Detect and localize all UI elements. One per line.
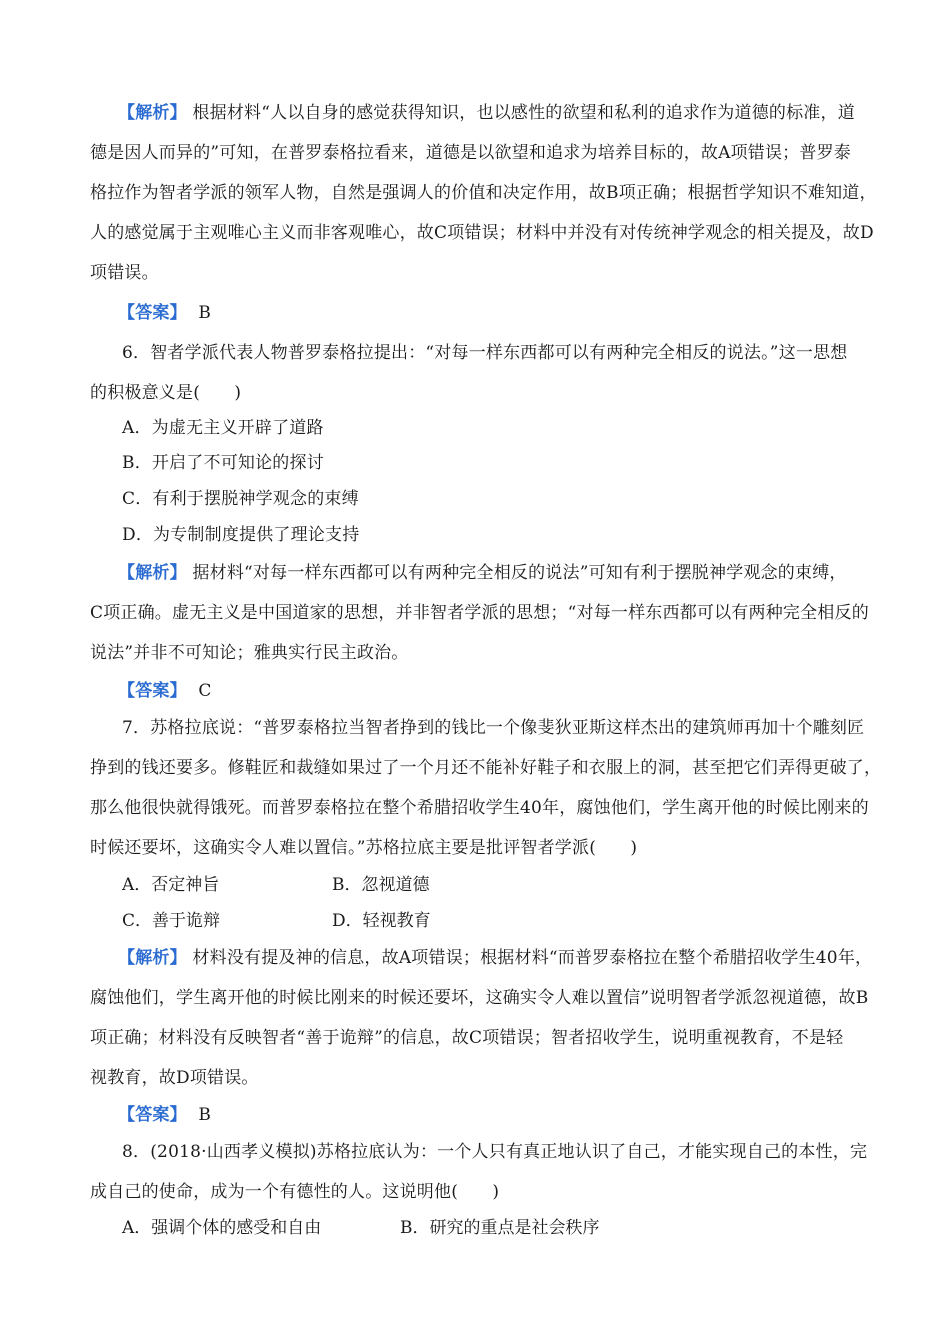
q7-option-d: D．轻视教育 <box>332 911 431 931</box>
q7-option-c: C．善于诡辩 <box>122 911 221 931</box>
q6-option-c: C．有利于摆脱神学观念的束缚 <box>122 489 359 509</box>
q8-option-a: A．强调个体的感受和自由 <box>122 1218 322 1238</box>
q7-analysis-line-4: 视教育，故D项错误。 <box>90 1068 259 1088</box>
answer-tag: 【答案】 <box>118 1105 187 1125</box>
q6-analysis-line-2: C项正确。虚无主义是中国道家的思想，并非智者学派的思想；“对每一样东西都可以有两种完全相反的 <box>90 603 869 623</box>
q7-stem-line-1: 7．苏格拉底说：“普罗泰格拉当智者挣到的钱比一个像斐狄亚斯这样杰出的建筑师再加十个雕刻匠 <box>122 718 865 738</box>
analysis-tag: 【解析】 <box>118 103 187 123</box>
q8-option-b: B．研究的重点是社会秩序 <box>400 1218 600 1238</box>
q5-answer <box>118 303 888 323</box>
q7-option-a: A．否定神旨 <box>122 875 220 895</box>
q5-analysis-line-1: 【解析】 根据材料“人以自身的感觉获得知识，也以感性的欲望和私利的追求作为道德的标准，道 <box>118 103 855 123</box>
q8-stem-line-1: 8．(2018·山西孝义模拟)苏格拉底认为：一个人只有真正地认识了自己，才能实现自己的本性，完 <box>122 1142 868 1162</box>
q7-stem-line-4: 时候还要坏，这确实令人难以置信。”苏格拉底主要是批评智者学派( ) <box>90 838 638 858</box>
q7-option-b: B．忽视道德 <box>332 875 430 895</box>
q6-option-d: D．为专制制度提供了理论支持 <box>122 525 360 545</box>
q7-stem-line-3: 那么他很快就得饿死。而普罗泰格拉在整个希腊招收学生40年，腐蚀他们，学生离开他的时候比刚来的 <box>90 798 869 818</box>
answer-value: C <box>198 681 212 701</box>
answer-value: B <box>198 1105 212 1125</box>
q5-analysis-line-5: 项错误。 <box>90 263 159 283</box>
q6-analysis-line-1: 【解析】 据材料“对每一样东西都可以有两种完全相反的说法”可知有利于摆脱神学观念的束缚， <box>118 563 847 583</box>
answer-tag: 【答案】 <box>118 303 187 323</box>
q6-analysis-line-3: 说法”并非不可知论；雅典实行民主政治。 <box>90 643 409 663</box>
q6-stem-line-2: 的积极意义是( ) <box>90 383 242 403</box>
q6-stem-line-1: 6．智者学派代表人物普罗泰格拉提出：“对每一样东西都可以有两种完全相反的说法。”这一思想 <box>122 343 848 363</box>
q7-analysis-line-2: 腐蚀他们，学生离开他的时候比刚来的时候还要坏，这确实令人难以置信”说明智者学派忽视道德，故B <box>90 988 869 1008</box>
q7-analysis-line-1: 【解析】 材料没有提及神的信息，故A项错误；根据材料“而普罗泰格拉在整个希腊招收学生40年， <box>118 948 873 968</box>
q7-analysis-line-3: 项正确；材料没有反映智者“善于诡辩”的信息，故C项错误；智者招收学生，说明重视教育，不是轻 <box>90 1028 844 1048</box>
answer-tag: 【答案】 <box>118 681 187 701</box>
q6-option-a: A．为虚无主义开辟了道路 <box>122 418 324 438</box>
analysis-tag: 【解析】 <box>118 948 187 968</box>
q6-answer <box>118 681 888 701</box>
q8-stem-line-2: 成自己的使命，成为一个有德性的人。这说明他( ) <box>90 1182 500 1202</box>
q5-analysis-line-2: 德是因人而异的”可知，在普罗泰格拉看来，道德是以欲望和追求为培养目标的，故A项错误；普罗泰 <box>90 143 851 163</box>
q6-option-b: B．开启了不可知论的探讨 <box>122 453 324 473</box>
analysis-tag: 【解析】 <box>118 563 187 583</box>
q7-stem-line-2: 挣到的钱还要多。修鞋匠和裁缝如果过了一个月还不能补好鞋子和衣服上的洞，甚至把它们弄得更破了， <box>90 758 882 778</box>
q5-analysis-line-4: 人的感觉属于主观唯心主义而非客观唯心，故C项错误；材料中并没有对传统神学观念的相关提及，故D <box>90 223 874 243</box>
q5-analysis-line-3: 格拉作为智者学派的领军人物，自然是强调人的价值和决定作用，故B项正确；根据哲学知识不难知道， <box>90 183 877 203</box>
q7-answer <box>118 1105 888 1125</box>
answer-value: B <box>198 303 212 323</box>
